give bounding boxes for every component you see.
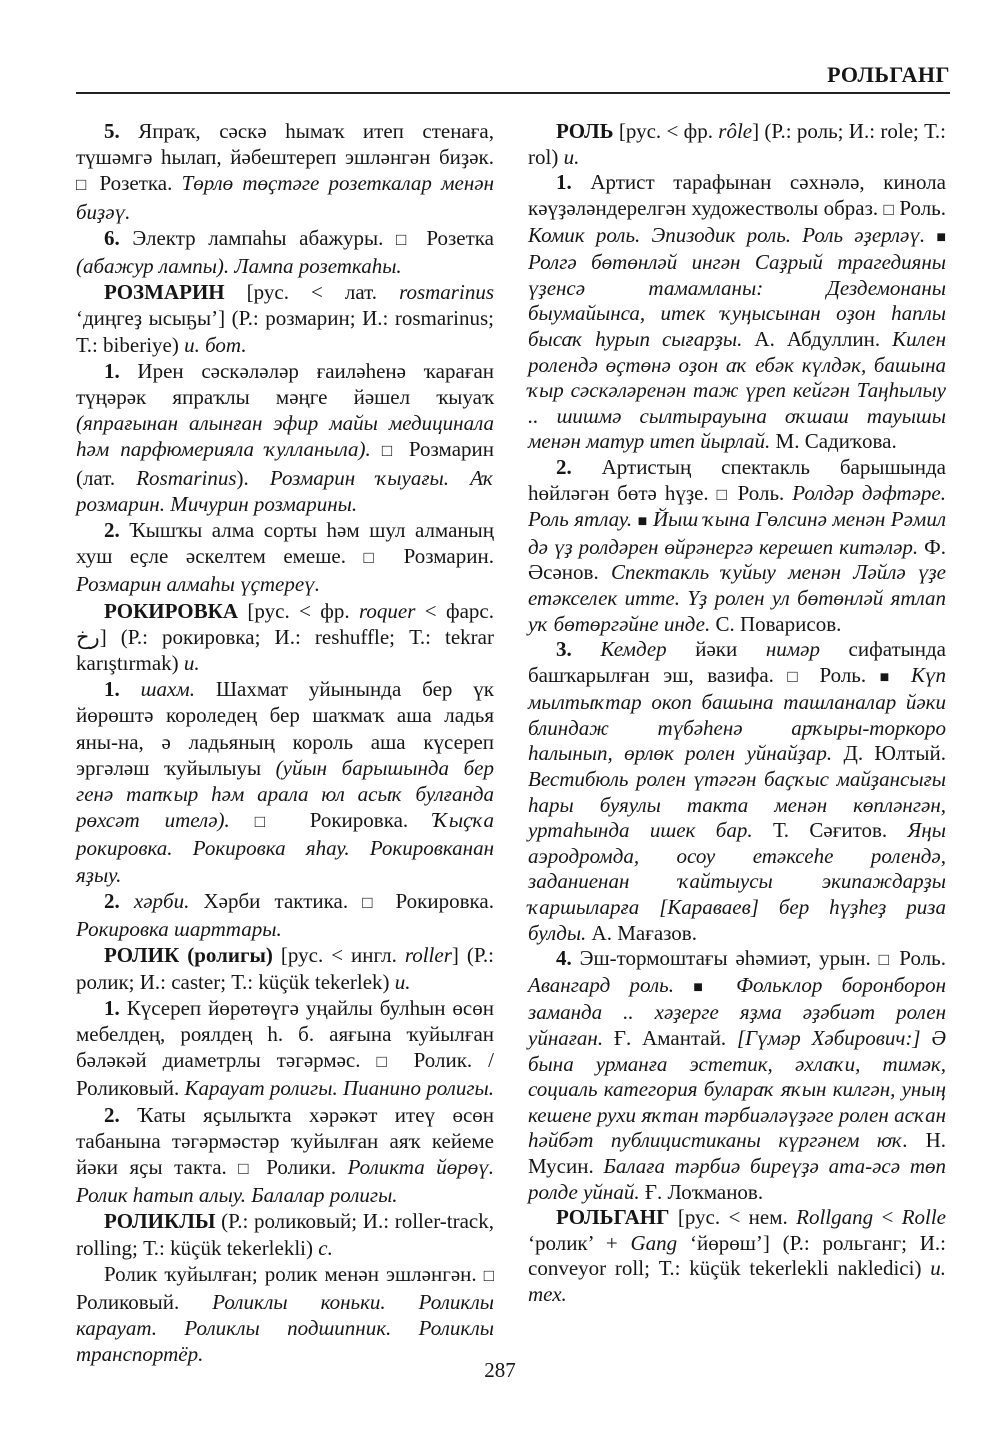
entry-sense: 2. Ҡышҡы алма сорты һәм шул алманың хуш еҫле әскелтем емеше. □ Розмарин. Розмарин алмаһы үҫтереү. xyxy=(76,518,494,597)
black-square-icon: ■ xyxy=(637,513,648,531)
square-marker-icon: □ xyxy=(396,229,414,249)
square-marker-icon: □ xyxy=(787,666,806,686)
square-marker-icon: □ xyxy=(878,950,892,970)
square-marker-icon: □ xyxy=(363,548,387,568)
entry-headword: РОЗМАРИН [рус. < лат. rosmarinus ‘диңгеҙ ысыҕы’] (Р.: розмарин; И.: rosmarinus; Т.: biberiye) и. бот. xyxy=(76,280,494,357)
entry-sense: 2. хәрби. Хәрби тактика. □ Рокировка. Рокировка шарттары. xyxy=(76,888,494,942)
right-column xyxy=(528,118,946,1308)
entry-sense: 2. Артистың спектакль барышында һөйләгән бөтә һүҙе. □ Роль. Ролдәр дәфтәре. Роль ятлау. ■ Йыш ҡына Гөлсинә менән Рәмил дә үҙ ролдәрен өйрәнергә керешеп китәләр. Ф. Әсәнов. Спектакль ҡуйыу менән Ләйлә үҙе етәкселек итте. Үҙ ролен ул бөтөнләй ятлап уҡ бөтөргәйне инде. С. Поварисов. xyxy=(528,454,947,636)
black-square-icon: ■ xyxy=(693,978,717,996)
entry-headword: РОЛЬ [рус. < фр. rôle] (Р.: роль; И.: role; Т.: rol) и. xyxy=(528,119,946,170)
entry-sense: 6. Электр лампаһы абажуры. □ Розетка (абажур лампы). Лампа розеткаһы. xyxy=(76,225,495,279)
square-marker-icon: □ xyxy=(716,484,730,504)
entry-sense: Ролик ҡуйылған; ролик менән эшләнгән. □ Роликовый. Роликлы коньки. Роликлы карауат. Роликлы подшипник. Роликлы транспортёр. xyxy=(76,1261,494,1367)
entry-headword: РОЛЬГАНГ [рус. < нем. Rollgang < Rolle ‘ролик’ + Gang ‘йөрөш’] (Р.: рольганг; И.: conveyor roll; Т.: küçük tekerlekli nakledici) и. тех. xyxy=(528,1205,947,1306)
black-square-icon: ■ xyxy=(936,228,946,246)
square-marker-icon: □ xyxy=(883,200,894,219)
entry-sense: 1. шахм. Шахмат уйынында бер үк йөрөштә короледең бер шаҡмаҡ аша ладья яны-на, ә ладьяның король аша күсереп эргәләш ҡуйылыуы (уйын барышында бер генә тапҡыр һәм арала юл асыҡ булғанда рөхсәт ителә). □ Рокировка. Ҡыҫҡа рокировка. Рокировка яһау. Рокировканан яҙыу. xyxy=(76,677,494,887)
left-column xyxy=(76,118,494,1368)
entry-headword: РОКИРОВКА [рус. < фр. roquer < фарс. رخ] (Р.: рокировка; И.: reshuffle; Т.: tekrar karıştırmak) и. xyxy=(76,598,494,676)
entry-sense: 3. Кемдер йәки нимәр сифатында башҡарылған эш, вазифа. □ Роль. ■ Күп мылтыҡтар окоп башына ташланалар йәки блиндаж түбәһенә арҡыры-торкоро һалынып, өрлөк ролен уйнайҙар. Д. Юлтый. Вестибюль ролен үтәгән баҫҡыс майҙансығы һары буяулы такта менән көпләнгән, уртаһында ишек бар. Т. Сәғитов. Яңы аэродромда, осоу етәксеһе ролендә, заданиенан ҡайтыусы экипаждарҙы ҡаршыларға [Караваев] бер һүҙһеҙ риза булды. А. Мағазов. xyxy=(528,637,947,945)
square-marker-icon: □ xyxy=(238,1158,255,1178)
entry-sense: 2. Ҡаты яҫылыҡта хәрәкәт итеү өсөн табанына тәгәрмәстәр ҡуйылған аяҡ кейеме йәки яҫы такта. □ Ролики. Роликта йөрөү. Ролик һатып алыу. Балалар ролигы. xyxy=(76,1102,494,1208)
entry-sense: 4. Эш-тормоштағы әһәмиәт, урын. □ Роль. Авангард роль. ■ Фольклор боронборон заманда .. хәҙерге яҙма әҙәбиәт ролен уйнаған. Ғ. Амантай. [Гүмәр Хәбирович:] Ә бына урманға эстетик, әхлаҡи, тимәк, социаль категория булараҡ яҡын килгән, уның кешене рухи яҡтан тәрбиәләүҙәге ролен асҡан һәйбәт публицистиканы күргәнем юҡ. Н. Мусин. Балаға тәрбиә биреүҙә ата-әсә төп ролде уйнай. Ғ. Лоҡманов. xyxy=(528,946,947,1204)
square-marker-icon: □ xyxy=(381,441,398,461)
square-marker-icon: □ xyxy=(483,1265,494,1285)
entry-sense: 5. Япраҡ, сәскә һымаҡ итеп стенаға, түшәмгә һылап, йәбештереп эшләнгән биҙәк. □ Розетка. Төрлө төҫтәге розеткалар менән биҙәү. xyxy=(76,119,494,224)
page-number: 287 xyxy=(484,1358,516,1382)
entry-sense: 1. Ирен сәскәләләр ғаиләһенә ҡараған түңәрәк япраҡлы мәңге йәшел ҡыуаҡ (япрағынан алынған эфир майы медицинала һәм парфюмерияла ҡулланыла). □ Розмарин (лат. Rosmarinus). Розмарин ҡыуағы. Аҡ розмарин. Мичурин розмарины. xyxy=(76,358,494,516)
square-marker-icon: □ xyxy=(254,812,285,832)
black-square-icon: ■ xyxy=(879,668,898,686)
entry-sense: 1. Артист тарафынан сәхнәлә, кинола кәүҙәләндерелгән художестволы образ. □ Роль. Комик роль. Эпизодик роль. Роль әҙерләү. ■ Ролгә бөтөнләй ингән Саҙрый трагедияны үҙенсә тамамланы: Дездемонаны быумайынса, итек ҡуңысынан оҙон һаплы бысаҡ һурып сығарҙы. А. Абдуллин. Килен ролендә өҫтөнә оҙон аҡ ебәк күлдәк, башына ҡыр сәскәләренән таж үреп кейгән Таңһылыу .. шишмә сылтырауына оҡшаш тауышы менән матур итеп йырлай. М. Садиҡова. xyxy=(528,170,947,454)
entry-sense: 1. Күсереп йөрөтөүгә уңайлы булһын өсөн мебелдең, роялдең һ. б. аяғына ҡуйылған бәләкәй диаметрлы тәгәрмәс. □ Ролик. / Роликовый. Карауат ролигы. Пианино ролигы. xyxy=(76,995,495,1101)
square-marker-icon: □ xyxy=(362,892,382,912)
square-marker-icon: □ xyxy=(376,1052,398,1072)
running-head: РОЛЬГАНГ xyxy=(827,62,950,87)
square-marker-icon: □ xyxy=(76,175,91,195)
entry-headword: РОЛИК (ролигы) [рус. < ингл. roller] (Р.: ролик; И.: caster; Т.: küçük tekerlek) и. xyxy=(76,943,495,994)
entry-headword: РОЛИКЛЫ (Р.: роликовый; И.: roller-track, rolling; Т.: küçük tekerlekli) с. xyxy=(76,1209,494,1260)
page-header xyxy=(76,56,950,94)
